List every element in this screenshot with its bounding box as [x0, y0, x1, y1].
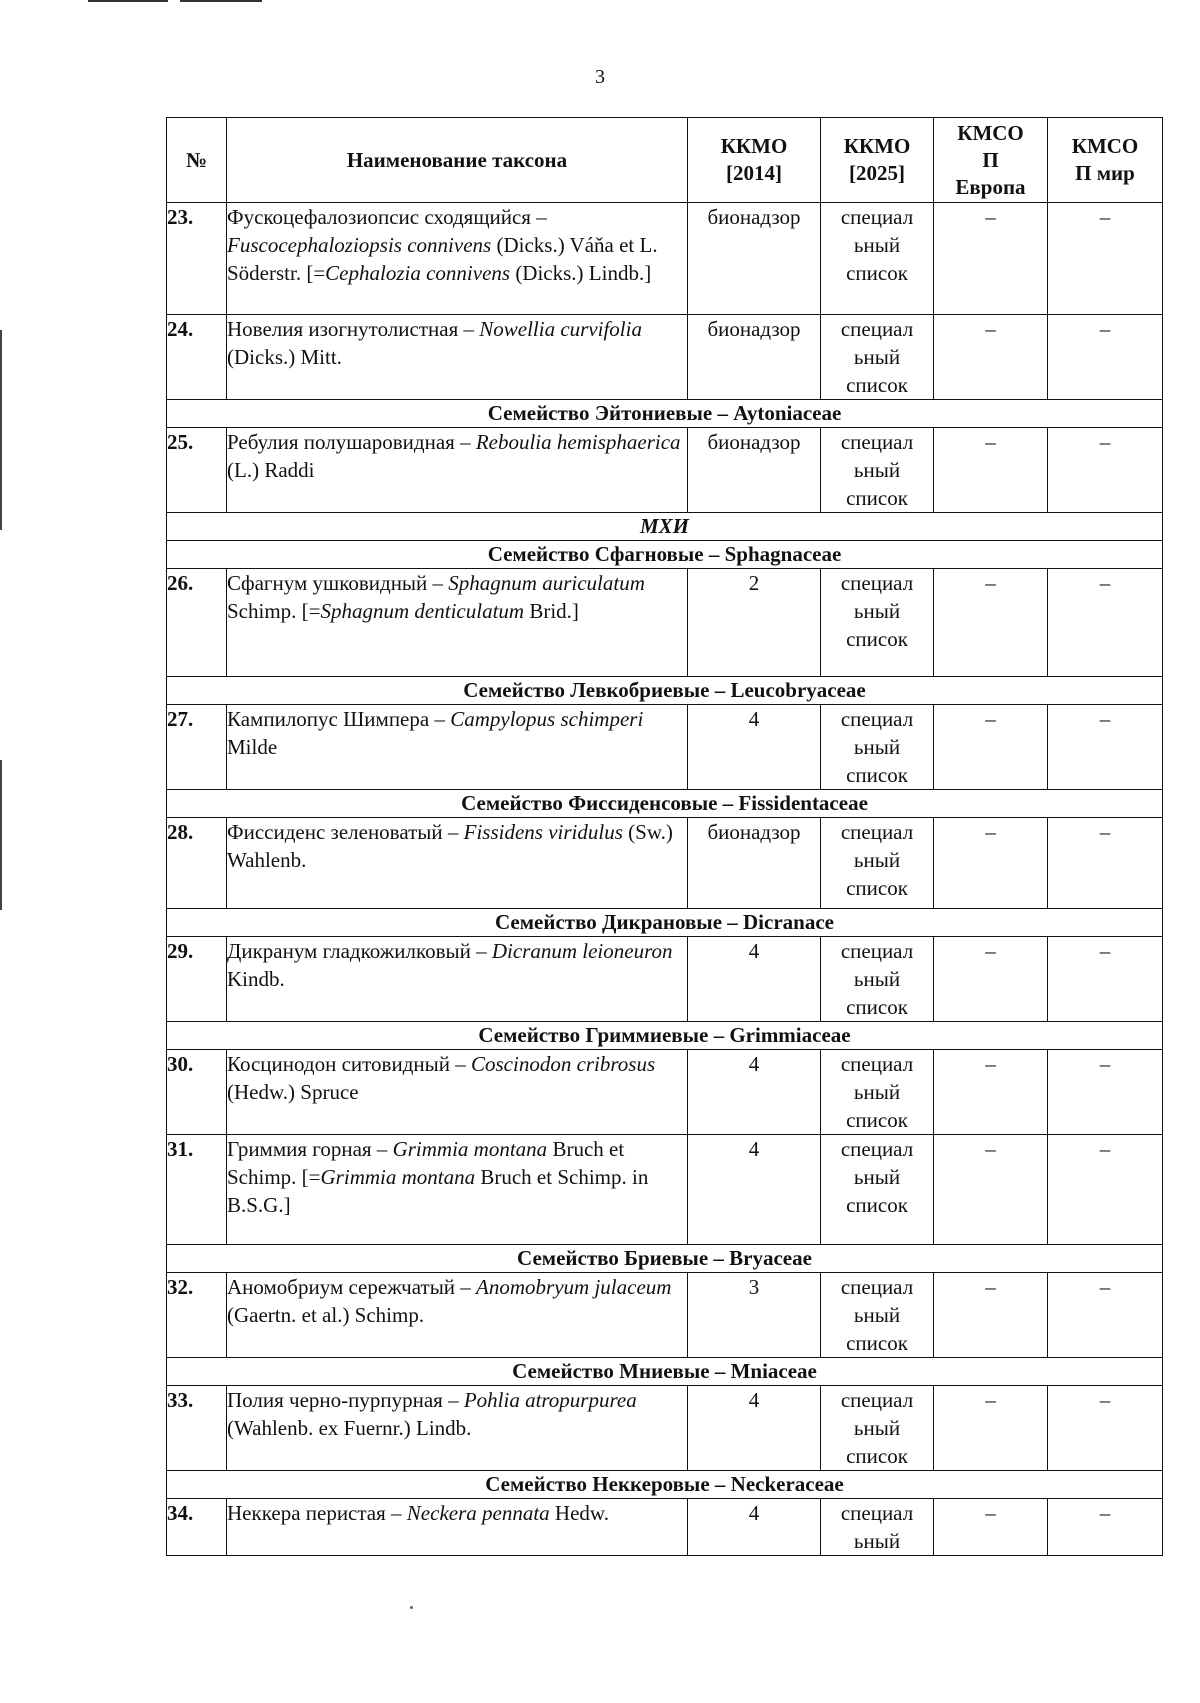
- name-text: Гриммия горная –: [227, 1137, 393, 1161]
- kkmo-2014-status: 4: [688, 1386, 821, 1471]
- taxon-row: [167, 428, 1163, 513]
- name-text: Фускоцефалозиопсис сходящийся –: [227, 205, 547, 229]
- kmsop-world-status: –: [1048, 428, 1163, 513]
- taxon-row: [167, 1386, 1163, 1471]
- family-heading-row: [167, 909, 1163, 937]
- kmsop-europe-status: –: [934, 937, 1048, 1022]
- kkmo-2025-status: [821, 818, 934, 909]
- status-line: ьный: [853, 599, 901, 623]
- header-kkmo-2025: ККМО [2025]: [821, 118, 934, 203]
- kkmo-2025-status: [821, 203, 934, 315]
- status-line: список: [846, 1444, 908, 1468]
- kmsop-world-status: –: [1048, 315, 1163, 400]
- kmsop-europe-status: –: [934, 315, 1048, 400]
- taxon-name: [227, 569, 688, 677]
- kmsop-europe-status: –: [934, 203, 1048, 315]
- latin-name: Cephalozia connivens: [325, 261, 511, 285]
- status-line: специал: [840, 1388, 914, 1412]
- name-text: Hedw.: [549, 1501, 609, 1525]
- row-number: 26.: [167, 569, 227, 677]
- status-line: специал: [840, 571, 914, 595]
- latin-name: Grimmia montana: [392, 1137, 548, 1161]
- kkmo-2025-status: [821, 315, 934, 400]
- family-heading: Семейство Сфагновые – Sphagnaceae: [167, 541, 1163, 569]
- status-line: специал: [840, 707, 914, 731]
- name-text: Schimp. [=: [227, 599, 321, 623]
- status-line: список: [846, 763, 908, 787]
- latin-name: Coscinodon cribrosus: [470, 1052, 656, 1076]
- taxon-row: [167, 818, 1163, 909]
- latin-name: Fuscocephaloziopsis connivens: [227, 233, 492, 257]
- taxon-row: [167, 569, 1163, 677]
- latin-name: Campylopus schimperi: [450, 707, 644, 731]
- scan-dot: [410, 1606, 413, 1609]
- name-text: Полия черно-пурпурная –: [227, 1388, 464, 1412]
- name-text: Дикранум гладкожилковый –: [227, 939, 492, 963]
- taxon-row: [167, 1273, 1163, 1358]
- taxon-name: [227, 1050, 688, 1135]
- name-text: Ребулия полушаровидная –: [227, 430, 476, 454]
- header-kkmo-2014: ККМО [2014]: [688, 118, 821, 203]
- kkmo-2025-status: [821, 705, 934, 790]
- kkmo-2014-status: бионадзор: [688, 203, 821, 315]
- name-text: Косцинодон ситовидный –: [227, 1052, 471, 1076]
- kkmo-2014-status: 2: [688, 569, 821, 677]
- name-text: Новелия изогнутолистная –: [227, 317, 480, 341]
- family-heading-row: [167, 677, 1163, 705]
- kkmo-2014-status: 3: [688, 1273, 821, 1358]
- status-line: ьный: [853, 848, 901, 872]
- scan-left-edge: [0, 330, 2, 530]
- status-line: специал: [840, 1052, 914, 1076]
- kmsop-europe-status: –: [934, 1499, 1048, 1556]
- scan-left-edge: [0, 760, 2, 910]
- taxon-name: [227, 315, 688, 400]
- row-number: 23.: [167, 203, 227, 315]
- family-heading-row: [167, 1022, 1163, 1050]
- kkmo-2025-status: [821, 428, 934, 513]
- status-line: список: [846, 627, 908, 651]
- name-text: (Dicks.) Váňa et L. Söderstr. [=: [227, 233, 658, 285]
- taxon-name: [227, 428, 688, 513]
- taxon-row: [167, 937, 1163, 1022]
- latin-name: Grimmia montana: [320, 1165, 476, 1189]
- status-line: список: [846, 261, 908, 285]
- status-line: ьный: [853, 1080, 901, 1104]
- header-kmsop-world: КМСО П мир: [1048, 118, 1163, 203]
- status-line: ьный: [853, 1303, 901, 1327]
- family-heading-row: [167, 1358, 1163, 1386]
- row-number: 31.: [167, 1135, 227, 1245]
- latin-name: Fissidens viridulus: [463, 820, 623, 844]
- latin-name: Reboulia hemisphaerica: [475, 430, 681, 454]
- status-line: специал: [840, 939, 914, 963]
- family-heading: Семейство Неккеровые – Neckeraceae: [167, 1471, 1163, 1499]
- kkmo-2025-status: [821, 1499, 934, 1556]
- status-line: ьный: [853, 345, 901, 369]
- status-line: специал: [840, 1275, 914, 1299]
- taxon-name: [227, 937, 688, 1022]
- name-text: Bruch et Schimp. [=: [227, 1137, 625, 1189]
- family-heading: Семейство Мниевые – Mniaceae: [167, 1358, 1163, 1386]
- name-text: Сфагнум ушковидный –: [227, 571, 449, 595]
- name-text: (Dicks.) Mitt.: [227, 345, 342, 369]
- kmsop-world-status: –: [1048, 1273, 1163, 1358]
- kkmo-2014-status: 4: [688, 937, 821, 1022]
- scan-top-rule: [88, 0, 168, 2]
- status-line: список: [846, 1193, 908, 1217]
- family-heading-row: [167, 790, 1163, 818]
- header-number: №: [167, 118, 227, 203]
- status-line: список: [846, 876, 908, 900]
- name-text: Аномобриум сережчатый –: [227, 1275, 477, 1299]
- latin-name: Nowellia curvifolia: [479, 317, 642, 341]
- row-number: 28.: [167, 818, 227, 909]
- latin-name: Neckera pennata: [406, 1501, 550, 1525]
- kkmo-2025-status: [821, 937, 934, 1022]
- kkmo-2025-status: [821, 569, 934, 677]
- kmsop-europe-status: –: [934, 1386, 1048, 1471]
- name-text: Milde: [227, 735, 278, 759]
- status-line: специал: [840, 430, 914, 454]
- taxon-name: [227, 1386, 688, 1471]
- row-number: 29.: [167, 937, 227, 1022]
- header-taxon-name: Наименование таксона: [227, 118, 688, 203]
- status-line: список: [846, 1108, 908, 1132]
- kkmo-2014-status: бионадзор: [688, 315, 821, 400]
- status-line: ьный: [853, 967, 901, 991]
- kkmo-2014-status: бионадзор: [688, 428, 821, 513]
- kmsop-europe-status: –: [934, 428, 1048, 513]
- kkmo-2014-status: 4: [688, 1050, 821, 1135]
- kmsop-world-status: –: [1048, 818, 1163, 909]
- taxon-row: [167, 203, 1163, 315]
- scan-top-rule: [180, 0, 262, 2]
- family-heading: Семейство Левкобриевые – Leucobryaceae: [167, 677, 1163, 705]
- family-heading: Семейство Эйтониевые – Aytoniaceae: [167, 400, 1163, 428]
- row-number: 27.: [167, 705, 227, 790]
- status-line: специал: [840, 1501, 914, 1525]
- latin-name: Sphagnum denticulatum: [320, 599, 525, 623]
- taxon-name: [227, 203, 688, 315]
- status-line: специал: [840, 820, 914, 844]
- group-heading-row: [167, 513, 1163, 541]
- header-kmsop-europe: КМСО П Европа: [934, 118, 1048, 203]
- kkmo-2025-status: [821, 1135, 934, 1245]
- name-text: (Wahlenb. ex Fuernr.) Lindb.: [227, 1416, 472, 1440]
- name-text: Кампилопус Шимпера –: [227, 707, 451, 731]
- kkmo-2014-status: 4: [688, 1499, 821, 1556]
- family-heading: Семейство Гриммиевые – Grimmiaceae: [167, 1022, 1163, 1050]
- name-text: Bruch et Schimp. in B.S.G.]: [227, 1165, 649, 1217]
- kmsop-europe-status: –: [934, 1135, 1048, 1245]
- kmsop-world-status: –: [1048, 1050, 1163, 1135]
- status-line: список: [846, 1331, 908, 1355]
- row-number: 34.: [167, 1499, 227, 1556]
- kmsop-world-status: –: [1048, 705, 1163, 790]
- taxon-name: [227, 818, 688, 909]
- group-heading: МХИ: [167, 513, 1163, 541]
- kmsop-world-status: –: [1048, 203, 1163, 315]
- latin-name: Dicranum leioneuron: [491, 939, 673, 963]
- page-number: 3: [595, 66, 605, 88]
- family-heading-row: [167, 541, 1163, 569]
- family-heading-row: [167, 1471, 1163, 1499]
- family-heading: Семейство Дикрановые – Dicranace: [167, 909, 1163, 937]
- taxon-row: [167, 1499, 1163, 1556]
- row-number: 33.: [167, 1386, 227, 1471]
- taxon-row: [167, 705, 1163, 790]
- status-line: ьный: [853, 1416, 901, 1440]
- status-line: список: [846, 373, 908, 397]
- kmsop-world-status: –: [1048, 569, 1163, 677]
- kkmo-2014-status: 4: [688, 1135, 821, 1245]
- taxon-name: [227, 1135, 688, 1245]
- taxon-row: [167, 1050, 1163, 1135]
- status-line: ьный: [853, 458, 901, 482]
- name-text: (L.) Raddi: [227, 458, 315, 482]
- name-text: (Dicks.) Lindb.]: [510, 261, 652, 285]
- kmsop-europe-status: –: [934, 1050, 1048, 1135]
- kmsop-world-status: –: [1048, 937, 1163, 1022]
- name-text: Kindb.: [227, 967, 285, 991]
- latin-name: Sphagnum auriculatum: [448, 571, 645, 595]
- status-line: список: [846, 486, 908, 510]
- kkmo-2014-status: бионадзор: [688, 818, 821, 909]
- kkmo-2025-status: [821, 1050, 934, 1135]
- kkmo-2025-status: [821, 1386, 934, 1471]
- kmsop-europe-status: –: [934, 1273, 1048, 1358]
- taxon-row: [167, 1135, 1163, 1245]
- taxon-row: [167, 315, 1163, 400]
- kkmo-2025-status: [821, 1273, 934, 1358]
- taxon-name: [227, 1499, 688, 1556]
- taxa-table: [166, 117, 1163, 1556]
- family-heading-row: [167, 400, 1163, 428]
- kmsop-europe-status: –: [934, 705, 1048, 790]
- taxon-name: [227, 1273, 688, 1358]
- row-number: 32.: [167, 1273, 227, 1358]
- row-number: 24.: [167, 315, 227, 400]
- name-text: (Gaertn. et al.) Schimp.: [227, 1303, 425, 1327]
- status-line: ьный: [853, 1529, 901, 1553]
- latin-name: Anomobryum julaceum: [476, 1275, 672, 1299]
- name-text: (Hedw.) Spruce: [227, 1080, 359, 1104]
- family-heading: Семейство Бриевые – Bryaceae: [167, 1245, 1163, 1273]
- table-header-row: [167, 118, 1163, 203]
- taxon-name: [227, 705, 688, 790]
- name-text: Неккера перистая –: [227, 1501, 407, 1525]
- status-line: ьный: [853, 1165, 901, 1189]
- family-heading: Семейство Фиссиденсовые – Fissidentaceae: [167, 790, 1163, 818]
- kmsop-world-status: –: [1048, 1135, 1163, 1245]
- kmsop-world-status: –: [1048, 1499, 1163, 1556]
- status-line: ьный: [853, 735, 901, 759]
- kkmo-2014-status: 4: [688, 705, 821, 790]
- kmsop-world-status: –: [1048, 1386, 1163, 1471]
- latin-name: Pohlia atropurpurea: [463, 1388, 637, 1412]
- row-number: 25.: [167, 428, 227, 513]
- kmsop-europe-status: –: [934, 569, 1048, 677]
- status-line: список: [846, 995, 908, 1019]
- status-line: специал: [840, 205, 914, 229]
- name-text: Фиссиденс зеленоватый –: [227, 820, 464, 844]
- family-heading-row: [167, 1245, 1163, 1273]
- row-number: 30.: [167, 1050, 227, 1135]
- status-line: ьный: [853, 233, 901, 257]
- status-line: специал: [840, 317, 914, 341]
- name-text: Brid.]: [524, 599, 579, 623]
- status-line: специал: [840, 1137, 914, 1161]
- kmsop-europe-status: –: [934, 818, 1048, 909]
- name-text: (Sw.) Wahlenb.: [227, 820, 673, 872]
- table-body: [167, 203, 1163, 1556]
